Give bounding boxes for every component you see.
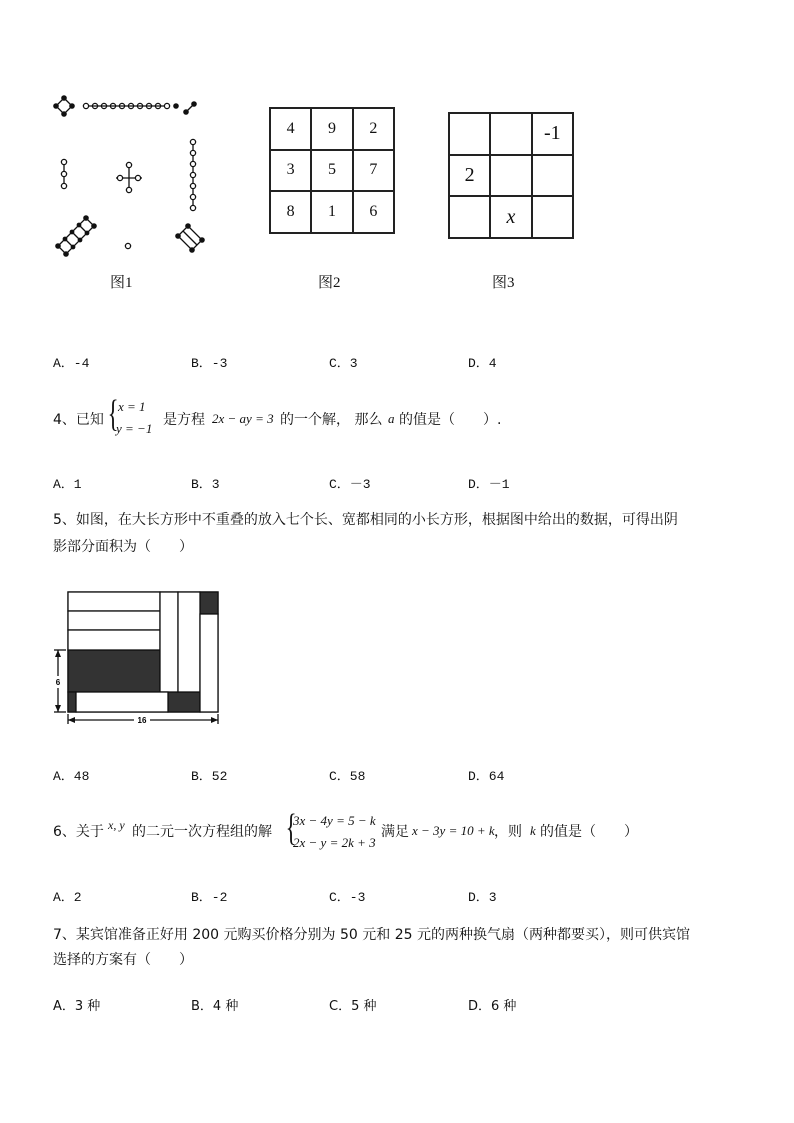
q6-option-a[interactable]: A．2 xyxy=(53,890,82,905)
q7-option-c[interactable]: C．5 种 xyxy=(329,999,377,1014)
fig2-cell: 2 xyxy=(353,108,394,150)
q4-middle: 是方程 xyxy=(163,412,205,428)
q5-option-c[interactable]: C．58 xyxy=(329,769,366,784)
q6-option-d[interactable]: D．3 xyxy=(468,890,497,905)
q7-option-b[interactable]: B．4 种 xyxy=(191,999,239,1014)
fig2-cell: 1 xyxy=(311,191,352,233)
q4-prefix: 4、已知 xyxy=(53,412,104,428)
q5-dim-height: 6 xyxy=(55,678,61,687)
fig3-cell: x xyxy=(490,196,531,238)
fig2-cell: 9 xyxy=(311,108,352,150)
q5-dim-width: 16 xyxy=(137,716,147,725)
q6-vars: x, y xyxy=(108,818,125,832)
fig3-cell xyxy=(449,113,490,155)
q5-line-1: 5、如图，在大长方形中不重叠的放入七个长、宽都相同的小长方形，根据图中给出的数据，可得出阴 xyxy=(53,512,678,528)
q4-var: a xyxy=(388,411,395,426)
fig3-cell xyxy=(449,196,490,238)
q7-option-a[interactable]: A．3 种 xyxy=(53,999,101,1014)
q6-satisfy: 满足 xyxy=(381,824,409,840)
q3-option-c[interactable]: C．3 xyxy=(329,356,358,371)
q4-eq1: x = 1 xyxy=(118,399,146,414)
fig3-cell xyxy=(490,155,531,197)
q4-option-d[interactable]: D．－1 xyxy=(468,477,510,492)
fig2-cell: 3 xyxy=(270,150,311,192)
q6-eq1: 3x − 4y = 5 − k xyxy=(293,813,376,828)
q4-end: 的值是（ ）. xyxy=(399,412,502,428)
q3-option-a[interactable]: A．-4 xyxy=(53,356,90,371)
q6-eq2: 2x − y = 2k + 3 xyxy=(293,835,376,850)
q6-prefix: 6、关于 xyxy=(53,824,104,840)
fig3-cell xyxy=(532,196,573,238)
q6-var: k xyxy=(530,823,536,838)
figure-3-square xyxy=(448,112,574,239)
q6-middle: 的二元一次方程组的解 xyxy=(132,824,272,840)
q4-suffix: 的一个解， 那么 xyxy=(280,412,383,428)
q6-brace: { xyxy=(285,807,297,849)
q5-option-d[interactable]: D．64 xyxy=(468,769,505,784)
q5-option-a[interactable]: A．48 xyxy=(53,769,90,784)
q7-line-2: 选择的方案有（ ） xyxy=(53,952,193,968)
q4-equation: 2x − ay = 3 xyxy=(212,411,274,426)
q4-option-c[interactable]: C．－3 xyxy=(329,477,371,492)
q5-option-b[interactable]: B．52 xyxy=(191,769,228,784)
q5-line-2: 影部分面积为（ ） xyxy=(53,539,193,555)
q4-option-a[interactable]: A．1 xyxy=(53,477,82,492)
q6-end: 的值是（ ） xyxy=(540,824,638,840)
q7-option-d[interactable]: D．6 种 xyxy=(468,999,517,1014)
q7-line-1: 7、某宾馆准备正好用 200 元购买价格分别为 50 元和 25 元的两种换气扇（两种都要买），则可供宾馆 xyxy=(53,927,690,943)
fig3-cell xyxy=(532,155,573,197)
figure-2-caption: 图2 xyxy=(318,275,341,291)
q4-eq2: y = −1 xyxy=(116,421,153,436)
figure-3-caption: 图3 xyxy=(492,275,515,291)
q6-option-b[interactable]: B．-2 xyxy=(191,890,228,905)
q3-option-b[interactable]: B．-3 xyxy=(191,356,228,371)
fig2-cell: 6 xyxy=(353,191,394,233)
figure-1-dots xyxy=(50,90,210,260)
figure-1-caption: 图1 xyxy=(110,275,133,291)
q4-option-b[interactable]: B．3 xyxy=(191,477,220,492)
fig2-cell: 7 xyxy=(353,150,394,192)
q3-option-d[interactable]: D．4 xyxy=(468,356,497,371)
q5-rectangle-figure xyxy=(52,588,227,728)
fig2-cell: 4 xyxy=(270,108,311,150)
fig3-cell: 2 xyxy=(449,155,490,197)
fig2-cell: 8 xyxy=(270,191,311,233)
q6-option-c[interactable]: C．-3 xyxy=(329,890,366,905)
q6-then: ，则 xyxy=(494,824,522,840)
fig2-cell: 5 xyxy=(311,150,352,192)
figure-2-magic-square xyxy=(269,107,395,234)
fig3-cell: -1 xyxy=(532,113,573,155)
q6-condition: x − 3y = 10 + k xyxy=(412,823,495,838)
q4-brace: { xyxy=(107,393,119,435)
fig3-cell xyxy=(490,113,531,155)
